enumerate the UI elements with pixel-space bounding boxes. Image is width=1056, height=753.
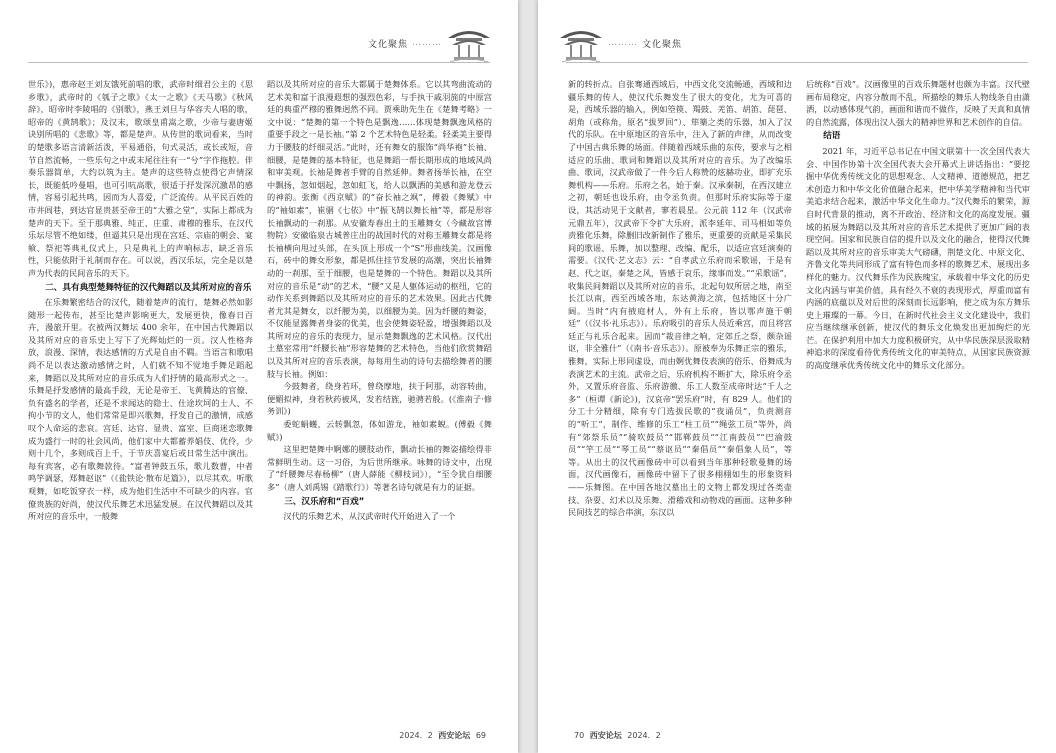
paragraph: 汉代的乐舞艺术，从汉武帝时代开始进入了一个 xyxy=(283,511,456,522)
column-2 xyxy=(267,78,492,723)
column-1 xyxy=(568,78,792,723)
right-page xyxy=(538,0,1056,753)
page-header xyxy=(368,20,492,66)
section-heading: 二、具有典型楚舞特征的汉代舞蹈以及其所对应的音乐 xyxy=(45,282,252,293)
issue-date: 2024．2 xyxy=(399,731,433,740)
journal-name: 西安论坛 xyxy=(589,731,622,740)
text-columns xyxy=(28,78,492,723)
page-footer xyxy=(399,730,486,741)
paragraph: 在乐舞繁密结合的汉代，随着楚声的流行，楚舞必然如影随形一起传布，甚至比楚声影响更大，发展更快，像春日百卉，漫旅开里。衣被两汉舞坛 400 余年，在中国古代舞蹈以及其所对应的音乐史上写下了光辉灿烂的一页。汉人性格奔放，浪漫、深情，表达感情的方式是自由不羁。当语言和歌唱尚不足以表达激动感情之时，人们就不知不觉地手舞足蹈起来，舞蹈以及其所对应的音乐成为人们抒情的最高形式之一。乐舞是抒发感情的最高手段，无论是帝王、飞黄腾达的官僚、负有盛名的学者，还是不求闻达的隐士、仕途坎坷的士人、不拘小节的文人，他们常常是即兴歌舞，抒发自己的激情，成感叹个人命运的悲哀。宫廷、达官、显贵、富室、巨商迷恋歌舞成为盛行一时的社会风尚，他们家中大都蓄养娼伎、优伶，少则十几个，多则成百上千，于节庆喜宴后或日常生活中演出。每有宾客，必有歌舞款待。“富者钟鼓五乐，歌儿数曹，中者鸣竽调瑟，郑舞赵讴”（《盐铁论·散布足篇》），以尽其欢。听歌观舞，如吃饭穿衣一样，成为他们生活中不可缺少的内容。官僚贵族的好尚，使汉代乐舞艺术迅猛发展。在汉代舞蹈以及其所对应的音乐中，一般舞 xyxy=(28,297,253,522)
section-title: 文化聚焦 xyxy=(642,39,683,50)
pavilion-icon xyxy=(446,20,492,66)
header-rule xyxy=(566,62,1028,63)
text-columns xyxy=(568,78,1030,723)
page-footer xyxy=(574,730,661,741)
header-rule xyxy=(28,62,490,63)
section-heading: 三、汉乐府和“百戏” xyxy=(284,496,365,507)
paragraph: 2021 年，习近平总书记在中国文联第十一次全国代表大会、中国作协第十次全国代表大会开幕式上讲话指出：“要挖掘中华优秀传统文化的思想观念、人文精神、道德规范，把艺术创造力和中华文化价值融合起来，把中华美学精神和当代审美追求结合起来，激活中华文化生命力。”汉代舞乐的繁荣，源自时代背景的推动，离不开政治、经济和文化的高度发展。疆域的拓展为舞蹈以及其所对应的音乐艺术提供了更加广阔的表现空间。国家和民族自信的提升以及文化的融合，使得汉代舞蹈以及其所对应的音乐审美大气磅礴，荆楚文化、中原文化、齐鲁文化等共同形成了富有特色而多样的歌舞艺术，展现出多样化的魅力。汉代舞乐作为民族瑰宝，承载着中华文化的历史文化内涵与审美价值，具有经久不衰的表现形式，厚重而富有内涵的底蕴以及对后世的深刻而长远影响，使之成为东方舞乐史上璀璨的一幕。今日，在新时代社会主义文化建设中，我们应当继续继承创新，使汉代的舞乐文化焕发出更加绚烂的光芒。在保护利用中加大力度积极研究，从中华民族深层汲取精神追求的深度看待优秀传统文化的审美特点，从国家民族资源的高度继承优秀传统文化中的舞乐文化部分。 xyxy=(806,145,1030,371)
quote-paragraph: 委蛇蜎蠖，云转飘忽，体如游龙，袖如素蜺。(傅毅《舞赋》) xyxy=(267,419,492,442)
page-number: 69 xyxy=(475,731,486,740)
page-header xyxy=(558,20,682,66)
page-number: 70 xyxy=(574,731,585,740)
left-page xyxy=(0,0,518,753)
header-dots: ……… xyxy=(608,38,638,48)
section-heading: 结语 xyxy=(823,131,841,142)
column-1 xyxy=(28,78,253,723)
pavilion-icon xyxy=(558,20,604,66)
paragraph: 后统称“百戏”。汉画像里的百戏乐舞题材也颇为丰富。汉代壁画布局稳定，内容分散而不乱，所描绘的舞乐人物线条自由潇洒，以动感体现气韵，画面和谐而不做作，反映了天真和真情的自然流露，体现出汉人强大的精神世界和艺术创作的自信。 xyxy=(806,79,1030,127)
paragraph: 蹈以及其所对应的音乐大都属于楚舞体系。它以其弯曲流动的艺术美和富于浪漫遐想的强烈色彩，与手执干戚羽旄的中原宫廷的典重严穆的雅舞迥然不同。贾乘助先生在《楚舞考略》一文中说：“楚舞的第一个特色是飘逸……体现楚舞飘逸风格的重要手段之一是长袖。”第 2 个艺术特色是轻柔。轻柔美主要得力于腰肢的纤细灵活。”此时，还有舞女的服饰“尚华袍”长袖、细腰，是楚舞的基本特征，也是舞蹈一帮长期形成的地域风尚和审美观。长袖是舞者手臂的自然延伸。舞者扬举长袖，在空中飘扬，忽如烟起，忽如虹飞，给人以飘洒的美感和游龙登云的神韵。张衡《西京赋》的“奋长袖之飒”，傅毅《舞赋》中的“袖如素”，崔骃《七依》中“振飞鹄以舞长袖”等，都是形容长袖飘动的一刹那。从安徽寿春出土的玉雕舞女（今藏故宫博物院）安徽临泉古城普庄出的战国时代的对称玉雕舞女都是将长袖横向甩过头部，在头顶上形成一个“S”形曲线美。汉画像石，砖中的舞女形象，都是抓住挂节发展的高潮，突出长袖舞动的一刹那，至于细腰，也是楚舞的一个特色。舞蹈以及其所对应的音乐是“动”的艺术，“腰”又是人躯体运动的枢纽，它的动作关系到舞蹈以及其所对应的音乐的艺术效果。因此古代舞者尤其是舞女，以纤腰为美，以细腰为美。因为纤腰的舞姿，不仅能显露舞者身姿的优美，也会使舞姿轻盈，增强舞蹈以及其所对应的音乐的表现力，显示楚舞飘逸的艺术风格。汉代出土墓室常用“纤腰长袖”形容楚舞的艺术特色，当他们欣赏舞蹈以及其所对应的音乐表演，每每用生动的诗句去描绘舞者的腰肢与长袖。例如： xyxy=(267,79,492,379)
quote-paragraph: 今鼓舞者，绕身若环，曾绕摩地，扶于阿那，动容转曲，便媚拟神，身若秋药被风，发若结旌，驰骋若般。(《淮南子·修务训》) xyxy=(267,381,492,417)
issue-date: 2024．2 xyxy=(627,731,661,740)
paragraph: 这里把楚舞中婀娜的腰肢动作，飘动长袖的舞姿描绘得非常鲜明生动。这一习俗，为后世所继承。咏舞的诗文中，出现了“纤腰舞尽春杨柳”（唐人薛能《柳枝词》），“至令犹自细腰多”（唐人刘禹锡《踏歌行》）等著名诗句就是有力的证据。 xyxy=(267,444,492,492)
column-2 xyxy=(806,78,1030,723)
header-dots: ……… xyxy=(412,38,442,48)
paragraph: 新的转折点。自张骞通西域后，中西文化交流畅通，西域和边疆乐舞的传人，使汉代乐舞发生了很大的变化，尤为可喜的是，西域乐器的输入，例如箜篌、羯鼓、羌笛、胡笛、琵琶、胡角（或称角，原名“拔罗回”）、筚篥之类的乐器，加入了汉代的乐队。在中原地区的音乐中，注入了新的声律，从而改变了中国古典乐舞的场面。伴随着西域乐曲的东传，要求与之相适应的乐曲、歌词和舞蹈以及其所对应的音乐。为了改编乐曲、歌词，汉武帝做了一件今后人称赞的炫赫功业，即扩充乐舞机构——乐府。乐府之名，始于秦。汉承秦制，在西汉建立之初，朝廷也设乐府，由令丞负责。但那时乐府实际等于虚设，其活动见于文献者，寥若晨星。公元前 112 年（汉武帝元鼎五年），汉武帝下令扩大乐府，派李延年、司马相如等负责雅化乐舞，除删旧改新制作了雅乐，更重要的贡献是采集民间的歌谣、乐舞，加以整理、改编、配乐，以适应宫廷演奏的需要。《汉代·艺文志》云：“自孝武立乐府而采歌谣，于是有赵、代之讴，秦楚之风，皆感于哀乐，缘事而发。”“采歌谣”，收集民间舞蹈以及其所对应的音乐，北起句奴所居之地，南至长江以南，西至西域各地，东达黄海之滨，包括地区十分广阔。当时“内有掖庭材人，外有上乐府，皆以鄂声施于朝廷”（《汉书·礼乐志》）。乐府吸引的音乐人员近乘宫，而且将宫廷正与礼乐合起来。因而“裁音律之响，定郊丘之祭，颇杂谣讴，非全雅什”（《南书·音乐志》）。原被奉为乐舞正宗的雅乐，雅舞，实际上形同虚设，而由婀优舞伎表演的俗乐、俗舞成为表演艺术的主流。武帝之后，乐府机构不断扩大，除乐府令丞外，又置乐府音监、乐府游徼、乐工人数至成帝时达“千人之多”（桓谭《新论》)，汉哀帝“罢乐府”时，有 829 人。他们的分工十分精细，除有专门选拔民歌的“夜诵员”，负责测音的“听工”，制作、维修的乐工“柱工员”“绳弦工员”等外，尚有“郊祭乐员”“骑吹鼓员”“邯郸鼓员”“江南鼓员”“巴渝鼓员”“竽工员”“琴工员”“蔡讴员”“秦倡员”“秦倡象人员”，等等。从出土的汉代画像砖中可以看到当年那种轻歌曼舞的场面，汉代画像石，画像砖中留下了很多栩栩如生的形象资料——乐舞图。在中国各地汉墓出土的文物上都发现过各类壶技、杂耍、幻术以及乐舞、滑稽戏和动物戏的画面。这种多种民间技艺的综合串演，东汉以 xyxy=(568,79,792,518)
section-title: 文化聚焦 xyxy=(367,39,408,50)
paragraph: 世乐》)，惠帝赵王刘友饿死前唱的歌，武帝时细君公主的《思乡歌》，武帝时的《瓠子之歌》《太一之歌》《天马歌》《秋风辞》，昭帝时李陵唱的《别歌》，燕王刘旦与华容夫人唱的歌，昭帝的《黄鹄歌》；及汉末，歌颂皇甫嵩之歌，少帝与妻唐姬诀别所唱的《悲歌》等，都是楚声。从传世的歌词看来，当时的楚歌多语言清新活泼，平易通俗，句式灵活，或长或短，音节自然流畅，一些乐句之中或末尾往往有一“兮”字作拖腔。伴奏乐器简单，大约以筑为主。楚声的这些特点使得它声情深长，既能低吟曼唱，也可引吭高歌，很适于抒发深沉激昂的感情，容易引起共鸣，因而为人喜爱，广泛流传。从平民百姓的市井闾巷，到达官显贵甚至帝王的“大雅之堂”，实际上都成为楚声的天下。至于那典雅、纯正、庄重、肃穆的雅乐，在汉代乐坛尽管不绝如缕，但逼其只是出现在宫廷、宗庙的朝会、宴飨、祭祀等典礼仪式上，只是典礼上的声响标志，缺乏音乐性，只能依附于礼制而存在。可以说，西汉乐坛，完全是以楚声为代表的民间音乐的天下。 xyxy=(28,79,253,278)
journal-name: 西安论坛 xyxy=(438,731,471,740)
